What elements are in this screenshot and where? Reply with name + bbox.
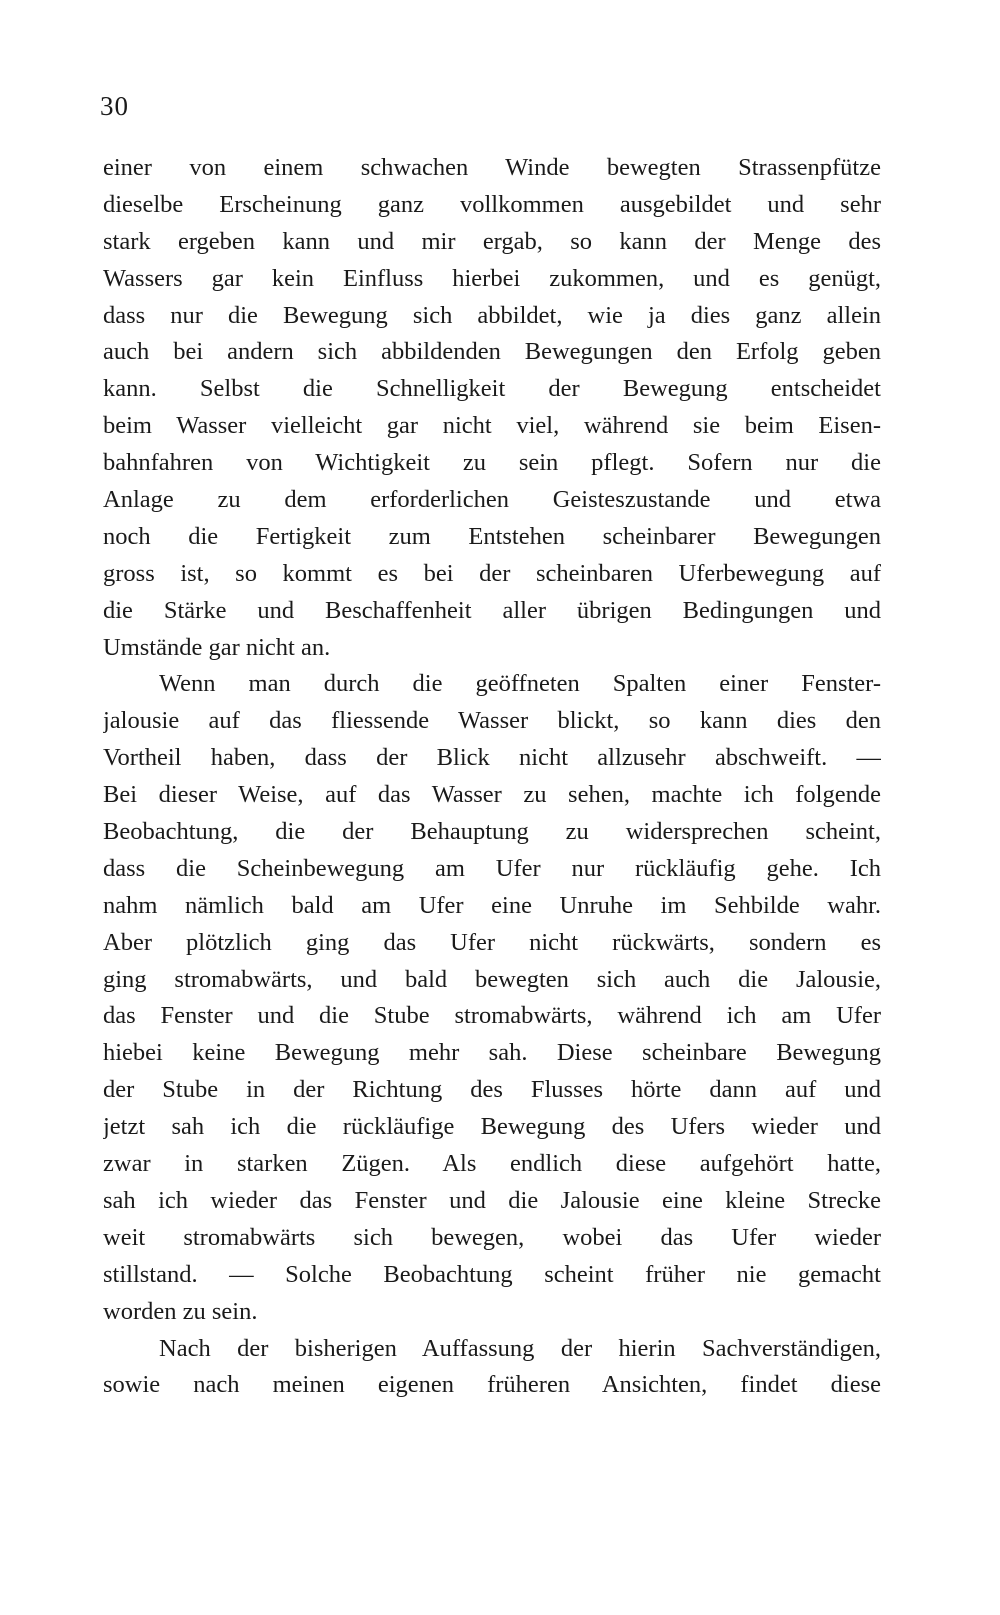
text-line: Bei dieser Weise, auf das Wasser zu sehen, machte ich folgende xyxy=(103,781,881,809)
text-line: worden zu sein. xyxy=(103,1297,258,1325)
text-line: zwar in starken Zügen. Als endlich diese aufgehört hatte, xyxy=(103,1150,881,1178)
text-line: Anlage zu dem erforderlichen Geisteszustande und etwa xyxy=(103,486,881,514)
text-line: jalousie auf das fliessende Wasser blickt, so kann dies den xyxy=(103,707,881,735)
text-line: beim Wasser vielleicht gar nicht viel, während sie beim Eisen- xyxy=(103,412,881,440)
text-line: Wassers gar kein Einfluss hierbei zukommen, und es genügt, xyxy=(103,264,881,292)
text-line: weit stromabwärts sich bewegen, wobei das Ufer wieder xyxy=(103,1223,881,1251)
text-line: Wenn man durch die geöffneten Spalten einer Fenster- xyxy=(159,670,881,698)
text-line: einer von einem schwachen Winde bewegten Strassenpfütze xyxy=(103,154,881,181)
text-line: hiebei keine Bewegung mehr sah. Diese scheinbare Bewegung xyxy=(103,1039,881,1067)
text-line: die Stärke und Beschaffenheit aller übrigen Bedingungen und xyxy=(103,596,881,624)
text-line: Nach der bisherigen Auffassung der hierin Sachverständigen, xyxy=(159,1334,881,1362)
text-line: Umstände gar nicht an. xyxy=(103,633,331,661)
text-line: stark ergeben kann und mir ergab, so kann der Menge des xyxy=(103,227,881,255)
text-line: bahnfahren von Wichtigkeit zu sein pflegt. Sofern nur die xyxy=(103,449,881,477)
text-line: stillstand. — Solche Beobachtung scheint früher nie gemacht xyxy=(103,1260,881,1288)
text-line: dass nur die Bewegung sich abbildet, wie ja dies ganz allein xyxy=(103,301,881,329)
text-line: das Fenster und die Stube stromabwärts, während ich am Ufer xyxy=(103,1002,881,1030)
text-line: gross ist, so kommt es bei der scheinbaren Uferbewegung auf xyxy=(103,559,881,587)
text-line: sowie nach meinen eigenen früheren Ansichten, findet diese xyxy=(103,1371,881,1399)
text-line: kann. Selbst die Schnelligkeit der Bewegung entscheidet xyxy=(103,375,881,403)
text-line: jetzt sah ich die rückläufige Bewegung des Ufers wieder und xyxy=(103,1113,881,1141)
body-text xyxy=(103,150,881,1404)
text-line: dieselbe Erscheinung ganz vollkommen ausgebildet und sehr xyxy=(103,190,881,218)
page-number: 30 xyxy=(100,91,129,121)
text-line: Aber plötzlich ging das Ufer nicht rückwärts, sondern es xyxy=(103,928,881,956)
text-line: Beobachtung, die der Behauptung zu widersprechen scheint, xyxy=(103,818,881,846)
text-line: Vortheil haben, dass der Blick nicht allzusehr abschweift. — xyxy=(103,744,881,772)
text-line: dass die Scheinbewegung am Ufer nur rückläufig gehe. Ich xyxy=(103,854,881,882)
text-line: sah ich wieder das Fenster und die Jalousie eine kleine Strecke xyxy=(103,1186,881,1214)
text-line: ging stromabwärts, und bald bewegten sich auch die Jalousie, xyxy=(103,965,881,993)
text-line: auch bei andern sich abbildenden Bewegungen den Erfolg geben xyxy=(103,338,881,366)
text-line: noch die Fertigkeit zum Entstehen scheinbarer Bewegungen xyxy=(103,522,881,550)
text-line: nahm nämlich bald am Ufer eine Unruhe im Sehbilde wahr. xyxy=(103,891,881,919)
text-line: der Stube in der Richtung des Flusses hörte dann auf und xyxy=(103,1076,881,1104)
